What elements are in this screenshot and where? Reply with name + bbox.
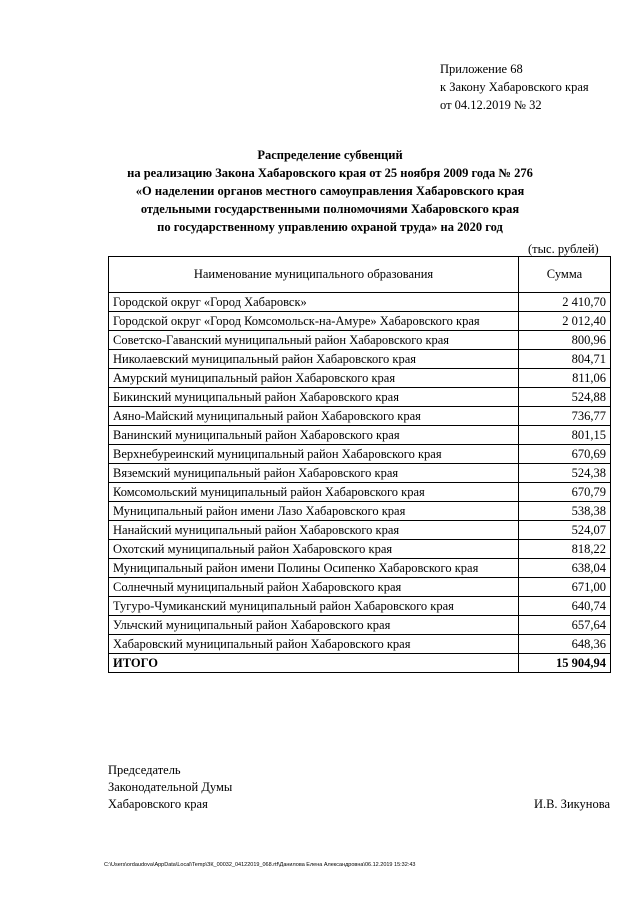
table-row [109,407,611,426]
title-line-3: «О наделении органов местного самоуправления Хабаровского края [135,184,525,198]
row-amount: 2 012,40 [519,312,611,331]
row-amount: 538,38 [519,502,611,521]
title-line-2: на реализацию Закона Хабаровского края от 25 ноября 2009 года № 276 [127,166,533,180]
row-amount: 801,15 [519,426,611,445]
table-total-row [109,654,611,673]
row-name: Советско-Гаванский муниципальный район Хабаровского края [109,331,519,350]
total-label: ИТОГО [109,654,519,673]
table-row [109,426,611,445]
table-row [109,293,611,312]
row-amount: 640,74 [519,597,611,616]
appendix-header [440,60,589,114]
table-row [109,616,611,635]
row-name: Ульчский муниципальный район Хабаровского края [109,616,519,635]
row-name: Тугуро-Чумиканский муниципальный район Хабаровского края [109,597,519,616]
table-row [109,597,611,616]
row-name: Солнечный муниципальный район Хабаровского края [109,578,519,597]
appendix-number: Приложение 68 [440,62,523,76]
signatory-name: И.В. Зикунова [533,797,610,811]
appendix-date: от 04.12.2019 № 32 [440,98,542,112]
row-amount: 657,64 [519,616,611,635]
table-row [109,540,611,559]
table-row [109,331,611,350]
row-name: Нанайский муниципальный район Хабаровского края [109,521,519,540]
row-name: Амурский муниципальный район Хабаровского края [109,369,519,388]
signature-block [108,762,610,813]
appendix-law-reference: к Закону Хабаровского края [440,80,589,94]
table-row [109,445,611,464]
distribution-table [108,256,611,673]
row-amount: 524,07 [519,521,611,540]
document-title [60,146,600,236]
row-name: Городской округ «Город Хабаровск» [109,293,519,312]
row-amount: 670,69 [519,445,611,464]
header-name: Наименование муниципального образования [109,257,519,293]
row-amount: 2 410,70 [519,293,611,312]
row-name: Городской округ «Город Комсомольск-на-Амуре» Хабаровского края [109,312,519,331]
table-row [109,521,611,540]
row-amount: 736,77 [519,407,611,426]
signatory-position-3: Хабаровского края [108,797,208,811]
row-name: Николаевский муниципальный район Хабаровского края [109,350,519,369]
row-amount: 804,71 [519,350,611,369]
total-amount: 15 904,94 [519,654,611,673]
table-row [109,483,611,502]
table-row [109,312,611,331]
table-row [109,464,611,483]
row-amount: 648,36 [519,635,611,654]
table-row [109,350,611,369]
table-row [109,388,611,407]
row-name: Муниципальный район имени Полины Осипенко Хабаровского края [109,559,519,578]
row-name: Охотский муниципальный район Хабаровского края [109,540,519,559]
table-header-row [109,257,611,293]
row-name: Аяно-Майский муниципальный район Хабаровского края [109,407,519,426]
table-row [109,502,611,521]
title-line-1: Распределение субвенций [257,148,403,162]
row-name: Комсомольский муниципальный район Хабаровского края [109,483,519,502]
row-amount: 818,22 [519,540,611,559]
table-row [109,635,611,654]
row-amount: 638,04 [519,559,611,578]
row-amount: 670,79 [519,483,611,502]
row-amount: 800,96 [519,331,611,350]
row-name: Ванинский муниципальный район Хабаровского края [109,426,519,445]
header-amount: Сумма [519,257,611,293]
row-amount: 811,06 [519,369,611,388]
units-label: (тыс. рублей) [528,242,599,256]
row-name: Муниципальный район имени Лазо Хабаровского края [109,502,519,521]
row-amount: 524,38 [519,464,611,483]
row-amount: 524,88 [519,388,611,407]
row-amount: 671,00 [519,578,611,597]
row-name: Верхнебуреинский муниципальный район Хабаровского края [109,445,519,464]
row-name: Бикинский муниципальный район Хабаровского края [109,388,519,407]
row-name: Хабаровский муниципальный район Хабаровского края [109,635,519,654]
row-name: Вяземский муниципальный район Хабаровского края [109,464,519,483]
table-row [109,559,611,578]
signatory-position-1: Председатель [108,763,181,777]
file-path-footer: C:\Users\ordaudova\AppData\Local\Temp\ЗК_00032_04122019_068.rtf\Данилова Елена Александровна\06.12.2019 15:32:43 [104,862,416,868]
title-line-4: отдельными государственными полномочиями Хабаровского края [140,202,520,216]
table-row [109,578,611,597]
title-line-5: по государственному управлению охраной труда» на 2020 год [157,220,503,234]
signatory-position-2: Законодательной Думы [108,780,233,794]
table-row [109,369,611,388]
